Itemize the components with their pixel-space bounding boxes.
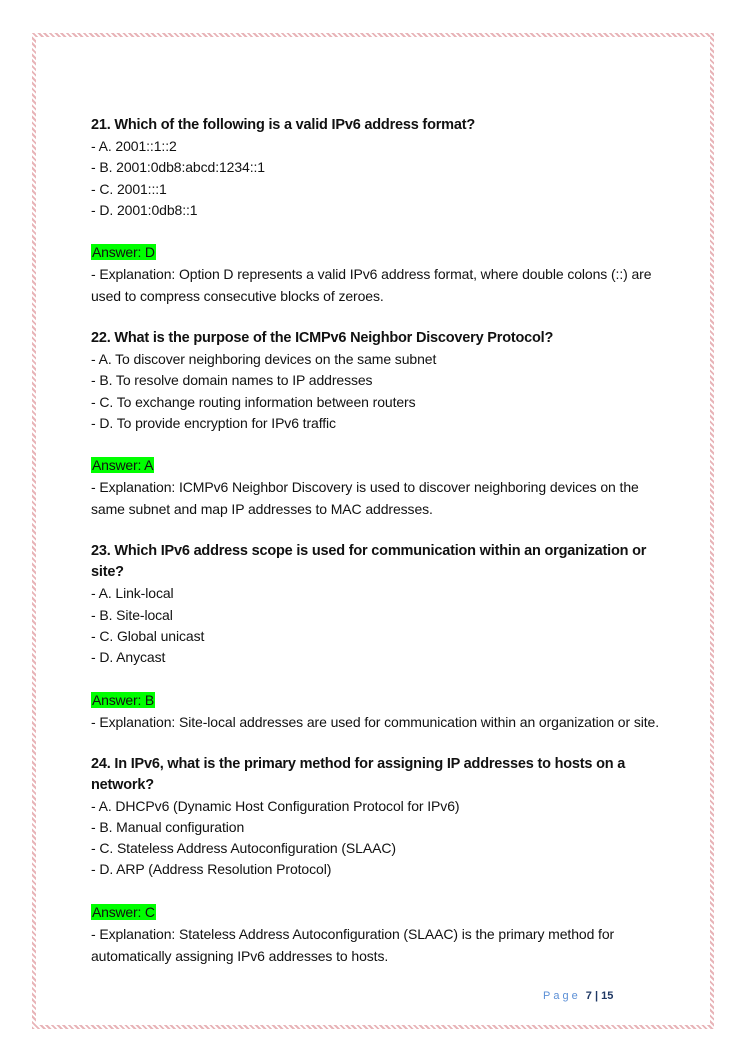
answer-badge: Answer: C — [92, 903, 155, 920]
explanation: - Explanation: Site-local addresses are used for communication within an organization or site. — [91, 713, 660, 730]
explanation: - Explanation: Option D represents a valid IPv6 address format, where double colons (::) are used to compress consecutive blocks of zeroes. — [91, 266, 652, 305]
option-a: - A. 2001::1::2 — [91, 138, 177, 154]
page-content — [91, 115, 671, 967]
option-d: - D. To provide encryption for IPv6 traffic — [91, 415, 336, 432]
page-label: Page — [543, 990, 581, 1002]
option-d: - D. 2001:0db8::1 — [91, 201, 198, 218]
option-d: - D. Anycast — [91, 649, 166, 666]
option-d: - D. ARP (Address Resolution Protocol) — [91, 861, 332, 878]
option-b: - B. Manual configuration — [91, 818, 245, 835]
question-title: 23. Which IPv6 address scope is used for communication within an organization or site? — [91, 543, 647, 581]
page-footer — [543, 990, 613, 1002]
question-title: 24. In IPv6, what is the primary method for assigning IP addresses to hosts on a network? — [91, 755, 626, 793]
option-c: - C. To exchange routing information between routers — [91, 393, 416, 410]
option-b: - B. Site-local — [91, 606, 173, 623]
explanation: - Explanation: Stateless Address Autoconfiguration (SLAAC) is the primary method for automatically assigning IPv6 addresses to hosts. — [91, 925, 615, 964]
option-c: - C. Global unicast — [91, 627, 205, 644]
question-title: 21. Which of the following is a valid IPv6 address format? — [91, 117, 476, 133]
option-a: - A. DHCPv6 (Dynamic Host Configuration Protocol for IPv6) — [91, 797, 460, 814]
option-b: - B. To resolve domain names to IP addresses — [91, 372, 373, 389]
page-number: 7 | 15 — [585, 990, 614, 1002]
explanation: - Explanation: ICMPv6 Neighbor Discovery is used to discover neighboring devices on the same subnet and map IP addresses to MAC addresses. — [91, 479, 639, 518]
question-24 — [91, 754, 671, 967]
answer-badge: Answer: A — [92, 457, 154, 474]
question-22 — [91, 328, 671, 520]
option-a: - A. To discover neighboring devices on the same subnet — [91, 351, 437, 368]
option-c: - C. 2001:::1 — [91, 180, 167, 197]
question-23 — [91, 541, 671, 732]
option-c: - C. Stateless Address Autoconfiguration (SLAAC) — [91, 840, 396, 857]
option-a: - A. Link-local — [91, 585, 174, 602]
question-title: 22. What is the purpose of the ICMPv6 Neighbor Discovery Protocol? — [91, 330, 554, 347]
answer-badge: Answer: D — [92, 244, 155, 261]
question-21 — [91, 115, 671, 307]
answer-badge: Answer: B — [92, 691, 154, 708]
option-b: - B. 2001:0db8:abcd:1234::1 — [91, 159, 265, 176]
